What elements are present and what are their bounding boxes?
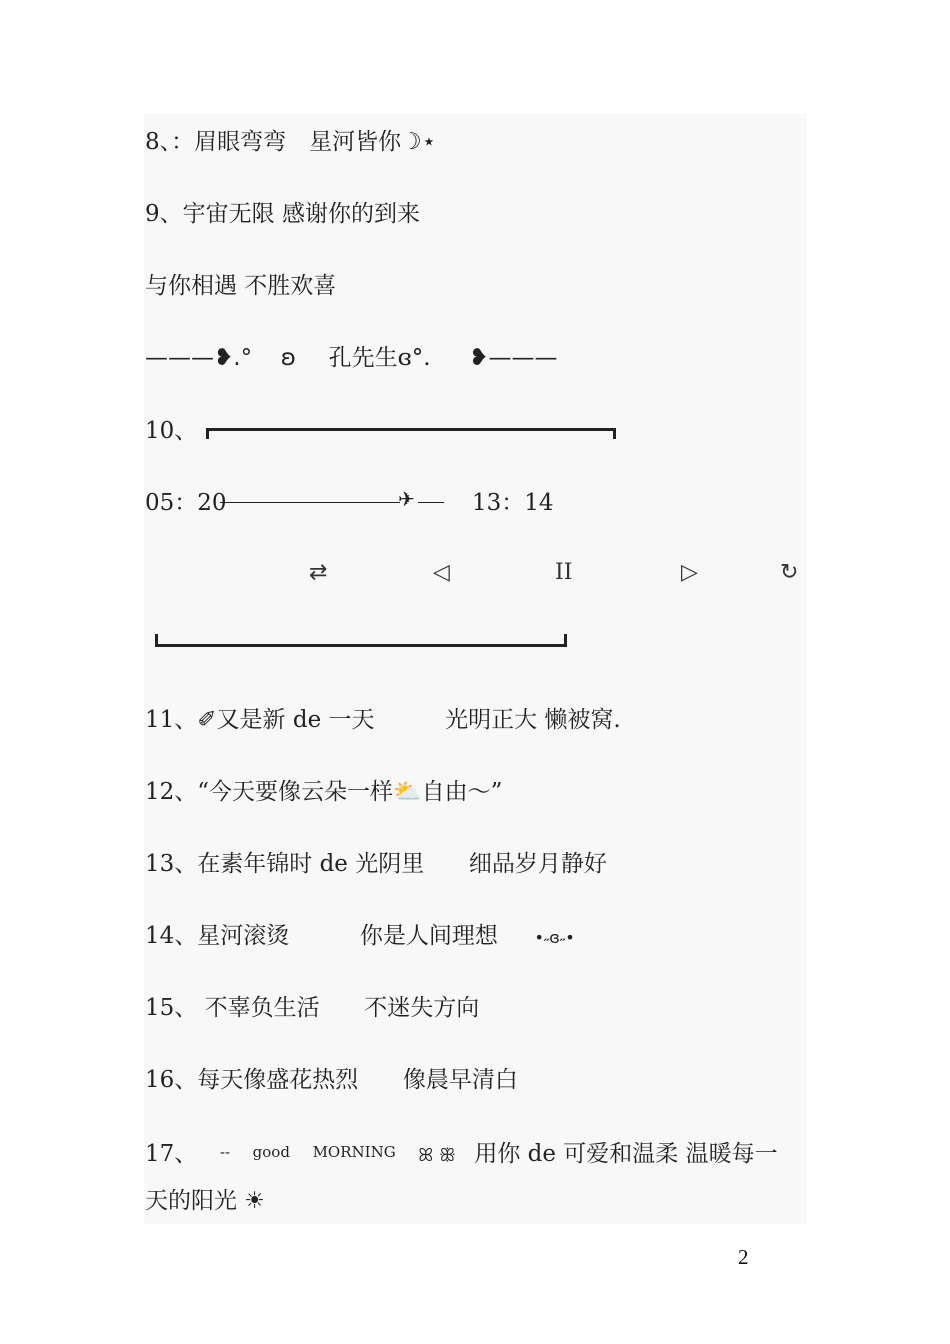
- signature-text: 孔先生ɞ°.: [328, 345, 431, 371]
- time-start: 05：20: [145, 490, 227, 516]
- previous-icon: ◁: [433, 560, 450, 585]
- progress-line: [220, 502, 400, 503]
- next-icon: ▷: [681, 560, 698, 585]
- line-17: [145, 1137, 778, 1171]
- divider-right: ❥———: [469, 345, 558, 371]
- pause-icon: II: [555, 560, 573, 585]
- line-17-number: 17、: [145, 1141, 198, 1167]
- line-13-part-a: 13、在素年锦时 de 光阴里: [145, 851, 425, 877]
- line-17-morning: MORNING: [312, 1143, 396, 1161]
- divider-left: ———❥.°: [145, 345, 253, 371]
- repeat-icon: ↻: [780, 560, 799, 585]
- line-13: [145, 849, 607, 879]
- line-17-good: good: [252, 1143, 290, 1161]
- line-9: 9、宇宙无限 感谢你的到来: [145, 201, 420, 227]
- line-12: 12、“今天要像云朵一样⛅自由～”: [145, 779, 503, 805]
- line-15-part-a: 15、 不辜负生活: [145, 995, 320, 1021]
- line-14: [145, 921, 575, 953]
- line-11-part-b: 光明正大 懒被窝.: [445, 707, 621, 733]
- time-end: 13：14: [472, 490, 554, 516]
- line-17-continued: 天的阳光 ☀: [145, 1188, 265, 1214]
- line-14-emoticon: •˶ɞ˶•: [534, 928, 575, 947]
- line-11: [145, 705, 621, 735]
- line-14-part-a: 14、星河滚烫: [145, 923, 290, 949]
- line-14-part-b: 你是人间理想: [359, 923, 498, 949]
- line-16: [145, 1065, 518, 1095]
- player-frame-bottom: [155, 634, 567, 647]
- line-17-symbols: ꕤ ꕥ: [418, 1145, 456, 1166]
- line-16-part-a: 16、每天像盛花热烈: [145, 1067, 359, 1093]
- line-15-part-b: 不迷失方向: [364, 995, 480, 1021]
- line-13-part-b: 细品岁月静好: [468, 851, 607, 877]
- player-frame-top: [206, 428, 616, 439]
- line-17-text: 用你 de 可爱和温柔 温暖每一: [474, 1141, 778, 1167]
- line-10: 10、: [145, 418, 198, 444]
- page-number: 2: [738, 1245, 749, 1269]
- shuffle-icon: ⇄: [309, 560, 328, 585]
- line-17-dash: --: [219, 1143, 231, 1161]
- plane-icon: ✈: [398, 487, 415, 511]
- bracket-left: ʚ: [280, 345, 296, 371]
- line-9b: 与你相遇 不胜欢喜: [145, 273, 337, 299]
- progress-line-tail: [418, 502, 444, 503]
- line-15: [145, 993, 479, 1023]
- line-9c: [145, 343, 557, 373]
- line-8: 8、：眉眼弯弯 星河皆你☽⋆: [145, 129, 437, 155]
- line-16-part-b: 像晨早清白: [402, 1067, 518, 1093]
- line-11-part-a: 11、✐又是新 de 一天: [145, 707, 375, 733]
